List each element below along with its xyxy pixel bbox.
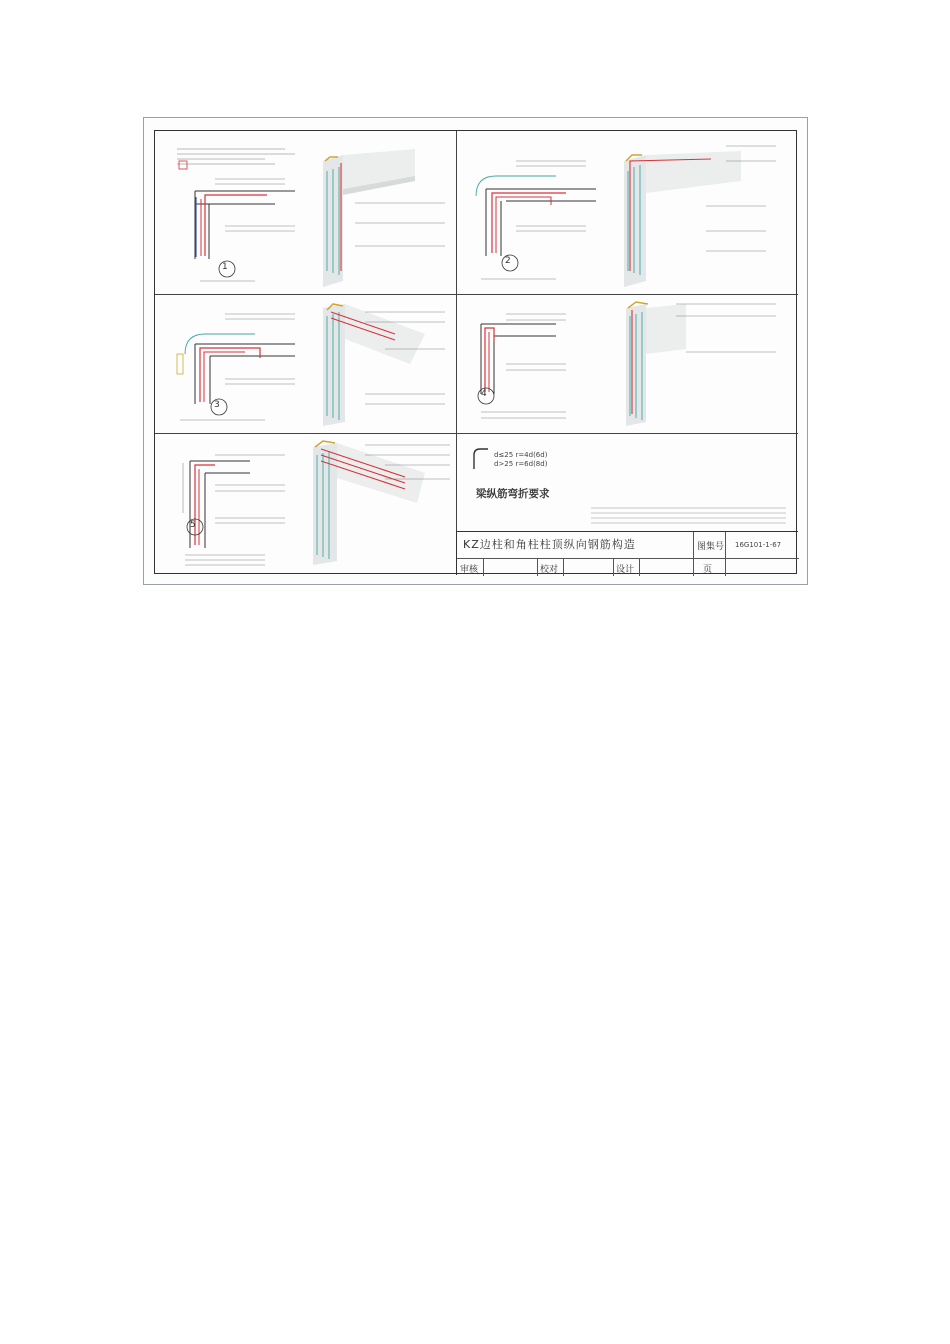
review-label: 审核	[460, 565, 479, 575]
title-block	[456, 531, 798, 575]
detail-panel-5	[155, 433, 456, 575]
design-label: 设计	[616, 565, 635, 575]
detail-panel-3	[155, 294, 456, 433]
drawing-frame	[154, 130, 797, 574]
detail-number-3: 3	[214, 400, 220, 410]
detail-panel-1	[155, 131, 456, 294]
legend-title: 梁纵筋弯折要求	[476, 488, 550, 500]
drawing-sheet	[143, 117, 808, 585]
detail-panel-4	[456, 294, 798, 433]
atlas-label: 图集号	[697, 542, 725, 552]
detail-panel-2	[456, 131, 798, 294]
atlas-number: 16G101-1-67	[735, 541, 782, 549]
detail-number-1: 1	[222, 262, 228, 272]
check-label: 校对	[540, 565, 559, 575]
page-label: 页	[703, 565, 713, 575]
legend-rule-large: d>25 r=6d(8d)	[494, 460, 548, 468]
detail-number-2: 2	[505, 256, 511, 266]
sheet-title: KZ边柱和角柱柱顶纵向钢筋构造	[463, 538, 636, 551]
detail-number-5: 5	[190, 520, 196, 530]
detail-number-4: 4	[481, 389, 487, 399]
legend-rule-small: d≤25 r=4d(6d)	[494, 451, 548, 459]
legend-area	[456, 433, 798, 531]
